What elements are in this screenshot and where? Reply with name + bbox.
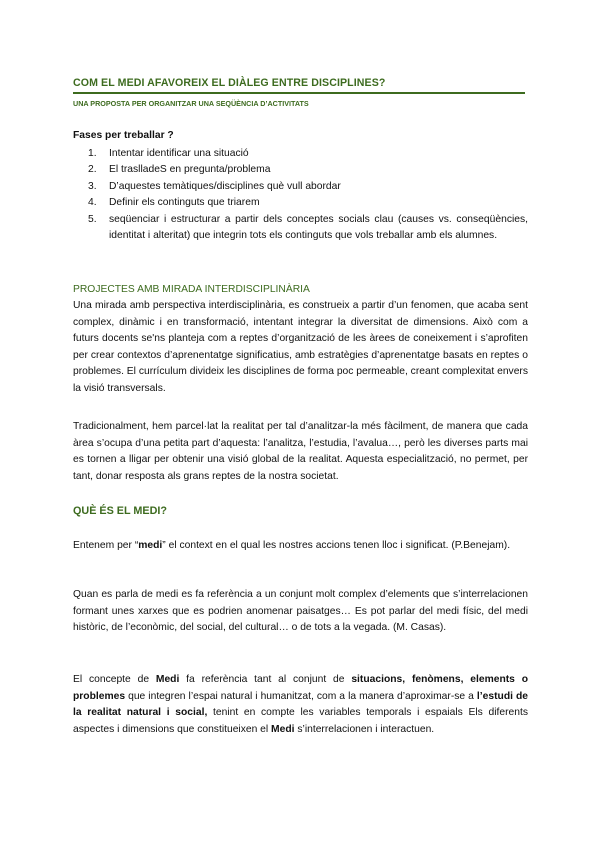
bold-term: medi [138,540,163,551]
text-run: Entenem per “ [73,540,139,551]
list-item [73,162,528,178]
list-item [73,195,528,211]
section-heading-interdisciplinary: PROJECTES AMB MIRADA INTERDISCIPLINÀRIA [73,284,310,295]
text-run: tenint en compte les variables temporals i espaials Els diferents aspectes i dimensions que constitueixen el [73,707,528,735]
paragraph-medi-reference: Quan es parla de medi es fa referència a un conjunt molt complex d’elements que s’interrelacionen formant unes xarxes que es podrien anomenar paisatges… Es pot parlar del medi físic, del medi històric, de l’econòmic, del social, del cultural… o de tots a la vegada. (M. Casas). [73,589,528,633]
list-number: 2. [88,164,97,176]
text-run: que integren l’espai natural i humanitzat, com a la manera d’aproximar-se a [125,690,477,702]
document-title: COM EL MEDI AFAVOREIX EL DIÀLEG ENTRE DISCIPLINES? [73,77,386,89]
text-run: fa referència tant al conjunt de [179,674,352,685]
list-number: 4. [88,197,97,209]
list-text: Intentar identificar una situació [109,148,249,159]
list-text: seqüenciar i estructurar a partir dels conceptes socials clau (causes vs. conseqüències, identitat i alteritat) que integrin tots els continguts que vols treballar amb els alumnes. [109,213,528,242]
section-heading-what-is-medi: QUÈ ÉS EL MEDI? [73,505,167,517]
paragraph-traditional-view: Tradicionalment, hem parcel·lat la realitat per tal d’analitzar-la més fàcilment, de manera que cada àrea s’ocupa d’una petita part d’aquesta: l’analitza, l’estudia, l’avalua…, però les diverses parts mai es tornen a lligar per obtenir una visió global de la realitat. Aquesta especialització, no permet, per tant, donar resposta als grans reptes de la nostra societat. [73,421,528,482]
phases-heading: Fases per treballar ? [73,130,174,141]
list-item [73,179,528,195]
bold-term: Medi [271,723,295,735]
paragraph-medi-definition [73,538,528,555]
list-number: 5. [88,213,97,225]
paragraph-medi-concept [73,672,528,738]
list-number: 1. [88,148,97,159]
bold-term: situacions, fenòmens, elements o problemes [73,674,529,702]
list-number: 3. [88,180,97,192]
bold-term: Medi [155,674,180,685]
list-text: El traslladeS en pregunta/problema [109,164,271,176]
list-item [73,146,528,162]
paragraph-interdisciplinary-view: Una mirada amb perspectiva interdisciplinària, es construeix a partir d’un fenomen, que acaba sent complex, dinàmic i en transformació, intentant integrar la diversitat de dimensions. Això com a futurs docents se'ns planteja com a reptes d’organització de les àrees de coneixement i s’aprofiten per crear contextos d’aprenentatge significatius, amb estratègies d’aprenentatge basats en reptes o problemes. El currículum divideix les disciplines de forma poc permeable, creant complexitat envers la visió transversals. [73,300,528,394]
phases-list [73,146,528,244]
list-text: D’aquestes temàtiques/disciplines què vull abordar [109,180,341,192]
text-run: ” el context en el qual les nostres accions tenen lloc i significat. (P.Benejam). [162,540,511,551]
text-run: El concepte de [73,674,156,685]
list-text: Definir els continguts que triarem [109,197,260,209]
text-run: s’interrelacionen i interactuen. [294,723,435,735]
document-subtitle: UNA PROPOSTA PER ORGANITZAR UNA SEQÜÈNCIA D’ACTIVITATS [73,99,309,108]
bold-term: l’estudi de la realitat natural i social, [73,690,529,718]
title-underline [73,92,525,94]
list-item [73,212,528,245]
